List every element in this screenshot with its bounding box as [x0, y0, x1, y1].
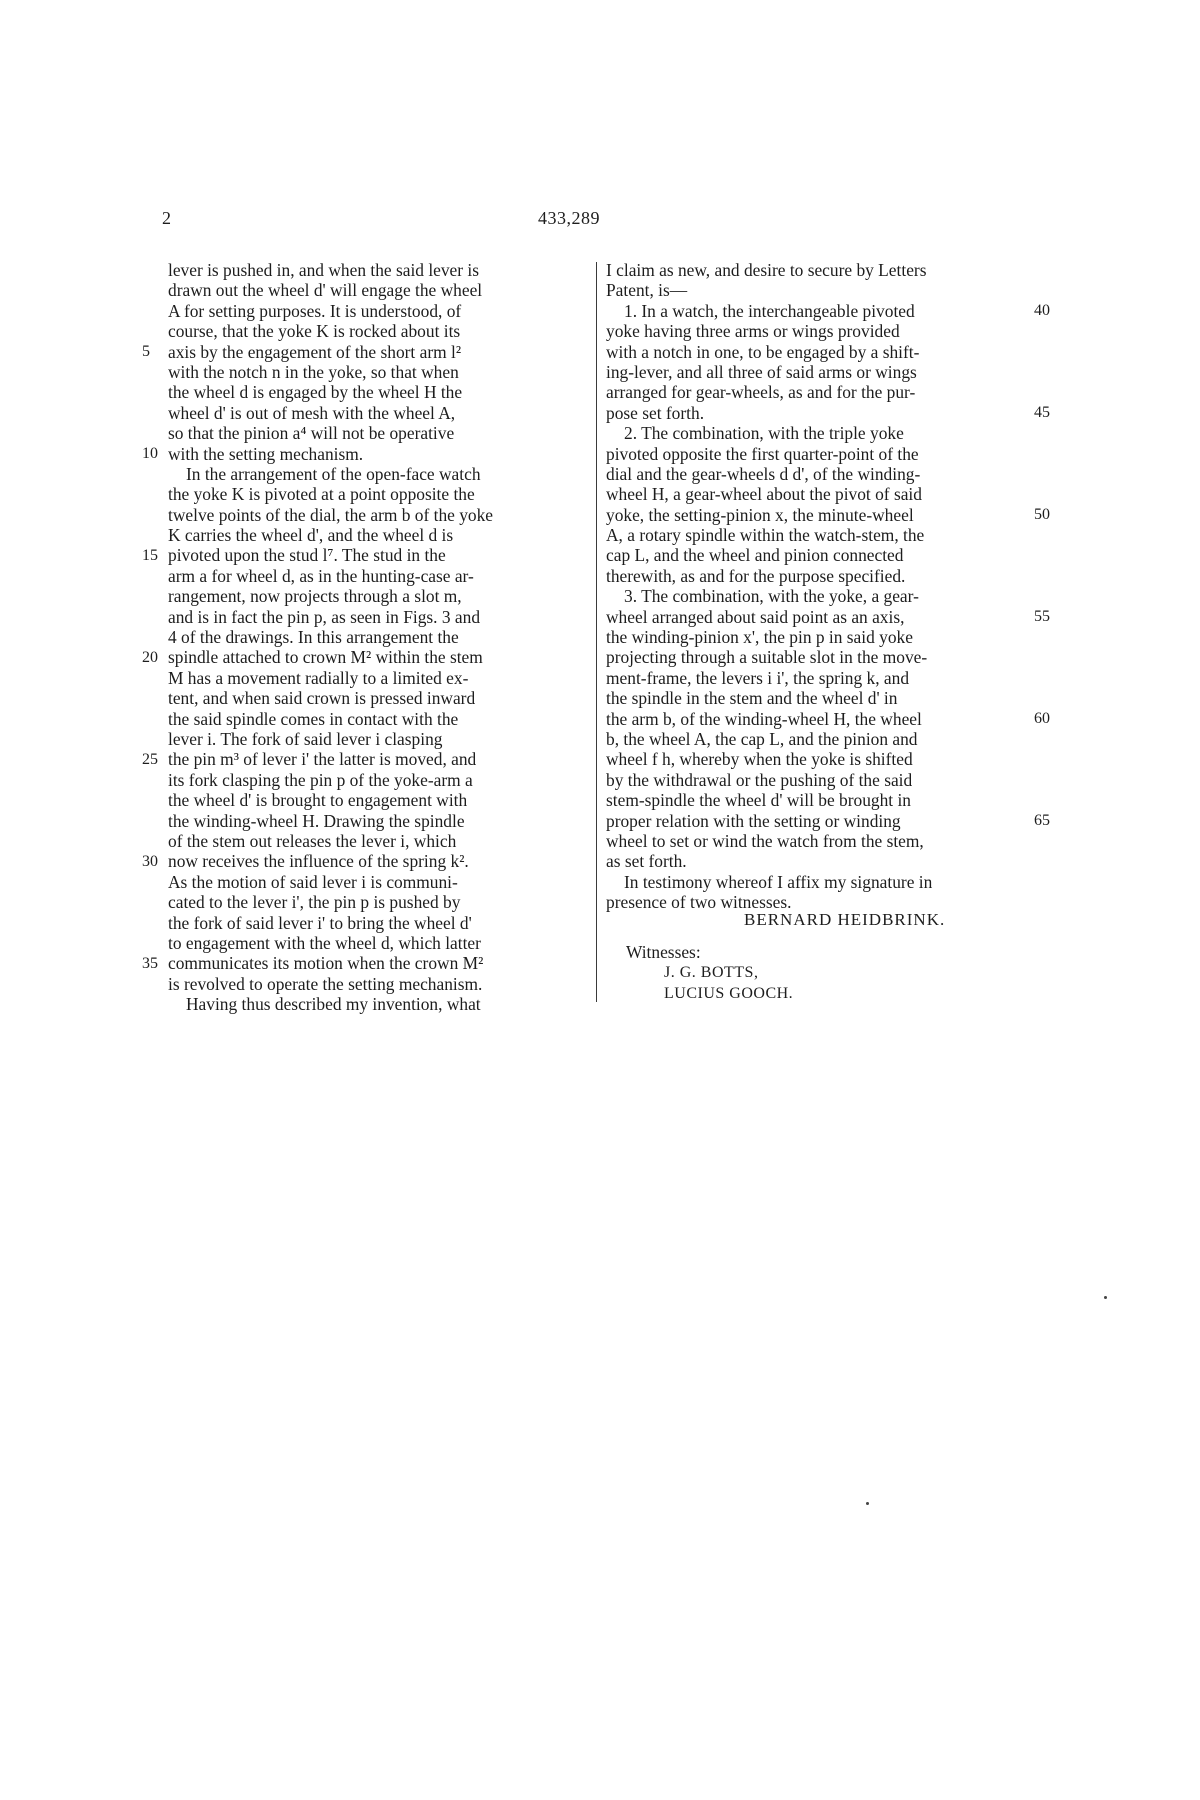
- text-line: presence of two witnesses.: [606, 892, 792, 913]
- text-line: 4 of the drawings. In this arrangement the: [168, 627, 459, 648]
- text-line: Patent, is—: [606, 280, 688, 301]
- text-line: b, the wheel A, the cap L, and the pinion and: [606, 728, 918, 749]
- text-line: tent, and when said crown is pressed inward: [168, 688, 476, 709]
- witness-name: J. G. BOTTS,: [664, 964, 759, 981]
- text-line: the yoke K is pivoted at a point opposite the: [168, 484, 475, 505]
- text-line: wheel f h, whereby when the yoke is shifted: [606, 749, 913, 770]
- text-line: the wheel d' is brought to engagement with: [168, 790, 468, 811]
- line-number: 65: [1034, 811, 1050, 829]
- line-number: 30: [142, 852, 158, 870]
- text-line: stem-spindle the wheel d' will be brought in: [606, 790, 911, 811]
- text-line: with the setting mechanism.: [168, 443, 364, 464]
- text-line: course, that the yoke K is rocked about its: [168, 321, 461, 342]
- text-line: the wheel d is engaged by the wheel H the: [168, 382, 463, 403]
- text-line: so that the pinion a⁴ will not be operative: [168, 423, 455, 444]
- text-line: now receives the influence of the spring k².: [168, 851, 469, 872]
- text-line: communicates its motion when the crown M²: [168, 953, 484, 974]
- text-line: axis by the engagement of the short arm l²: [168, 341, 462, 362]
- text-line: the winding-wheel H. Drawing the spindle: [168, 810, 465, 831]
- text-line: cated to the lever i', the pin p is pushed by: [168, 892, 461, 913]
- text-line: the said spindle comes in contact with the: [168, 708, 459, 729]
- line-number: 50: [1034, 505, 1050, 523]
- text-line: pivoted opposite the first quarter-point of the: [606, 443, 919, 464]
- text-line: In the arrangement of the open-face watch: [186, 463, 481, 484]
- text-line: Having thus described my invention, what: [186, 994, 481, 1015]
- text-line: I claim as new, and desire to secure by Letters: [606, 260, 927, 280]
- witness-name: LUCIUS GOOCH.: [664, 985, 794, 1002]
- text-line: of the stem out releases the lever i, which: [168, 830, 457, 851]
- text-line: as set forth.: [606, 851, 687, 872]
- text-line: As the motion of said lever i is communi-: [168, 871, 458, 892]
- text-line: yoke, the setting-pinion x, the minute-wheel: [606, 504, 914, 525]
- line-number: 60: [1034, 709, 1050, 727]
- witnesses-label: Witnesses:: [626, 942, 701, 962]
- text-line: A for setting purposes. It is understood, of: [168, 300, 462, 321]
- text-line: In testimony whereof I affix my signature in: [624, 871, 933, 892]
- text-line: yoke having three arms or wings provided: [606, 321, 900, 342]
- text-line: rangement, now projects through a slot m,: [168, 586, 462, 607]
- text-line: cap L, and the wheel and pinion connected: [606, 545, 904, 566]
- text-line: wheel to set or wind the watch from the stem,: [606, 830, 924, 851]
- text-line: M has a movement radially to a limited ex-: [168, 667, 469, 688]
- text-line: the arm b, of the winding-wheel H, the wheel: [606, 708, 922, 729]
- text-line: A, a rotary spindle within the watch-stem, the: [606, 525, 925, 546]
- page-number: 2: [162, 208, 172, 228]
- text-line: its fork clasping the pin p of the yoke-arm a: [168, 769, 473, 790]
- text-line: lever i. The fork of said lever i clasping: [168, 728, 443, 749]
- text-line: spindle attached to crown M² within the stem: [168, 647, 483, 668]
- line-number: 10: [142, 444, 158, 462]
- text-line: twelve points of the dial, the arm b of the yoke: [168, 504, 494, 525]
- right-column: [606, 260, 1026, 913]
- text-line: drawn out the wheel d' will engage the wheel: [168, 280, 483, 301]
- inventor-signature: BERNARD HEIDBRINK.: [744, 910, 946, 929]
- left-column: [168, 260, 588, 1014]
- text-line: arm a for wheel d, as in the hunting-case ar-: [168, 565, 474, 586]
- line-number: 35: [142, 954, 158, 972]
- text-line: with a notch in one, to be engaged by a shift-: [606, 341, 920, 362]
- patent-number: 433,289: [538, 208, 600, 228]
- text-line: K carries the wheel d', and the wheel d is: [168, 525, 454, 546]
- text-line: the fork of said lever i' to bring the wheel d': [168, 912, 472, 933]
- scan-speck: [1104, 1296, 1107, 1299]
- text-line: arranged for gear-wheels, as and for the pur-: [606, 382, 916, 403]
- text-line: 3. The combination, with the yoke, a gear-: [624, 586, 919, 607]
- text-line: pivoted upon the stud l⁷. The stud in the: [168, 545, 446, 566]
- text-line: the pin m³ of lever i' the latter is moved, and: [168, 749, 477, 770]
- line-number: 45: [1034, 403, 1050, 421]
- text-line: is revolved to operate the setting mechanism.: [168, 973, 483, 994]
- text-line: and is in fact the pin p, as seen in Figs. 3 and: [168, 606, 481, 627]
- text-line: to engagement with the wheel d, which latter: [168, 932, 481, 953]
- column-divider: [596, 262, 597, 1002]
- line-number: 55: [1034, 607, 1050, 625]
- text-line: the spindle in the stem and the wheel d' in: [606, 688, 898, 709]
- text-line: 2. The combination, with the triple yoke: [624, 423, 904, 444]
- line-number: 20: [142, 648, 158, 666]
- text-line: therewith, as and for the purpose specified.: [606, 565, 906, 586]
- text-line: projecting through a suitable slot in the move-: [606, 647, 928, 668]
- text-line: wheel d' is out of mesh with the wheel A,: [168, 402, 456, 423]
- text-line: wheel arranged about said point as an axis,: [606, 606, 905, 627]
- text-line: proper relation with the setting or winding: [606, 810, 901, 831]
- line-number: 15: [142, 546, 158, 564]
- line-number: 25: [142, 750, 158, 768]
- scan-speck: [866, 1502, 869, 1505]
- text-line: ing-lever, and all three of said arms or wings: [606, 361, 917, 382]
- line-number: 40: [1034, 301, 1050, 319]
- text-line: ment-frame, the levers i i', the spring k, and: [606, 667, 910, 688]
- line-number: 5: [142, 342, 150, 360]
- text-line: pose set forth.: [606, 402, 705, 423]
- text-line: the winding-pinion x', the pin p in said yoke: [606, 627, 913, 648]
- text-line: wheel H, a gear-wheel about the pivot of said: [606, 484, 922, 505]
- text-line: 1. In a watch, the interchangeable pivoted: [624, 300, 915, 321]
- text-line: lever is pushed in, and when the said lever is: [168, 260, 480, 280]
- text-line: by the withdrawal or the pushing of the said: [606, 769, 913, 790]
- text-line: with the notch n in the yoke, so that when: [168, 361, 459, 382]
- text-line: dial and the gear-wheels d d', of the winding-: [606, 463, 921, 484]
